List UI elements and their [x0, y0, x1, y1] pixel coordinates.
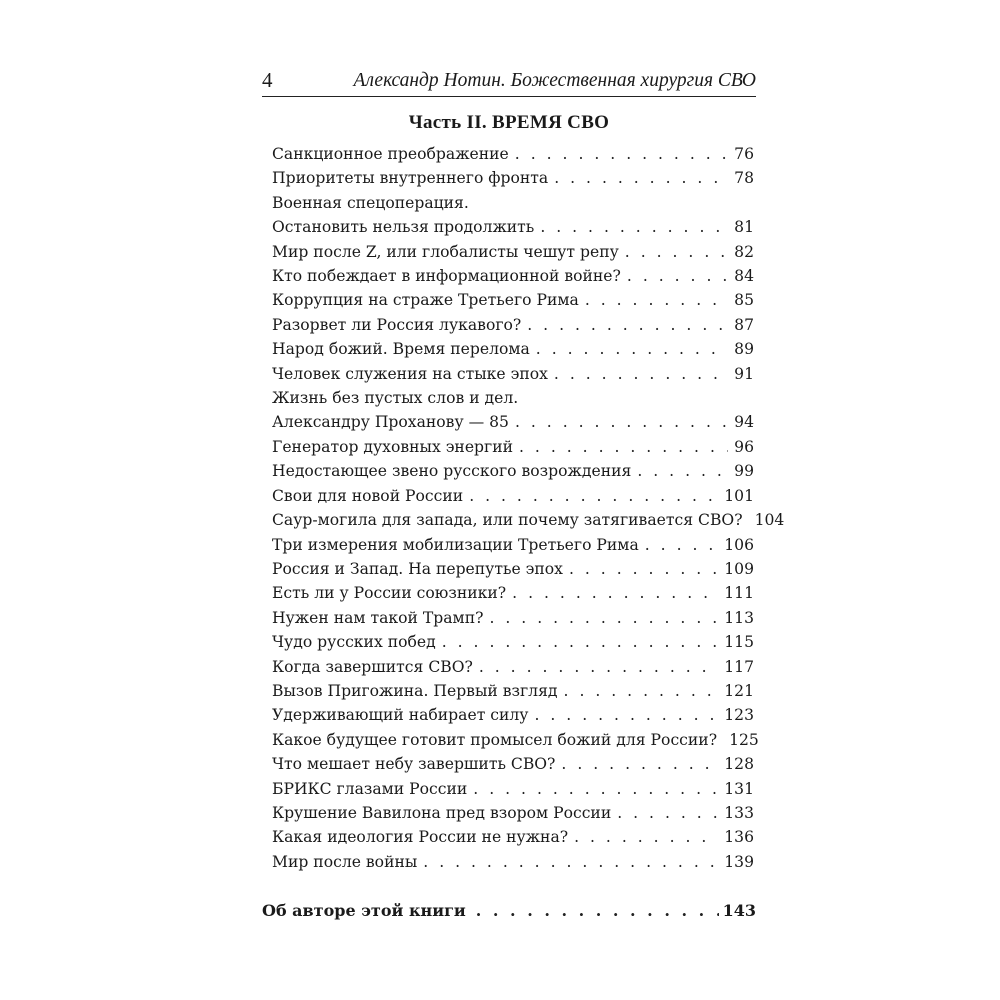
toc-line [272, 142, 754, 166]
toc-line [272, 240, 754, 264]
toc-entry-title-line1: Военная спецоперация. [272, 193, 469, 212]
toc-entry-title: Остановить нельзя продолжить [272, 218, 535, 237]
toc-entry-page: 76 [734, 145, 754, 163]
running-head [262, 60, 756, 97]
toc-entry-page: 106 [724, 535, 754, 554]
toc-entry [272, 337, 754, 361]
toc-entry [272, 508, 785, 532]
toc-line [272, 630, 754, 654]
toc-entry [272, 850, 754, 874]
toc-entry-page: 136 [724, 828, 754, 847]
toc-entry-title: Есть ли у России союзники? [272, 584, 507, 603]
toc-entry [272, 459, 754, 483]
toc-entry-page: 143 [722, 901, 756, 920]
toc-entry [272, 191, 754, 240]
toc-entry [272, 777, 754, 801]
dot-leader [476, 901, 719, 920]
toc-line [272, 557, 754, 581]
toc-entry-about-author [262, 901, 756, 920]
dot-leader [617, 801, 718, 825]
toc-entry-page: 113 [724, 608, 754, 627]
toc-entry [272, 166, 754, 190]
dot-leader [585, 288, 728, 312]
toc-line [272, 166, 754, 190]
dot-leader [512, 581, 718, 605]
toc-entry-title: Вызов Пригожина. Первый взгляд [272, 681, 558, 700]
toc-entry-title: Разорвет ли Россия лукавого? [272, 315, 522, 334]
toc-entry-page: 82 [734, 242, 754, 261]
toc-entry [272, 142, 754, 166]
book-page [262, 60, 785, 940]
toc-entry-title: Санкционное преображение [272, 145, 509, 163]
table-of-contents [272, 142, 785, 874]
dot-leader [534, 703, 718, 727]
toc-entry [272, 386, 754, 435]
dot-leader [423, 850, 718, 874]
toc-entry-title: Три измерения мобилизации Третьего Рима [272, 535, 639, 554]
toc-line [272, 850, 754, 874]
toc-entry-page: 109 [724, 559, 754, 578]
dot-leader [574, 825, 718, 849]
toc-entry-page: 94 [734, 413, 754, 432]
toc-entry-page: 84 [734, 267, 754, 286]
toc-entry [272, 362, 754, 386]
toc-entry [272, 825, 754, 849]
toc-entry-page: 111 [724, 584, 754, 603]
toc-entry [272, 533, 754, 557]
toc-entry-page: 121 [724, 681, 754, 700]
toc-entry-title: Удерживающий набирает силу [272, 706, 529, 725]
toc-entry-title: Когда завершится СВО? [272, 657, 473, 676]
toc-line [272, 777, 754, 801]
toc-line [272, 337, 754, 361]
toc-line [272, 459, 754, 483]
toc-entry [272, 679, 754, 703]
toc-entry [272, 655, 754, 679]
toc-entry-title: Какое будущее готовит промысел божий для России? [272, 730, 718, 749]
dot-leader [540, 215, 728, 239]
toc-line [272, 435, 754, 459]
toc-entry-title: Об авторе этой книги [262, 901, 466, 920]
toc-entry-title: Кто побеждает в информационной войне? [272, 267, 621, 286]
toc-entry [272, 801, 754, 825]
toc-entry-page: 101 [724, 486, 754, 505]
toc-line [272, 410, 754, 434]
dot-leader [554, 362, 728, 386]
toc-entry-title: Чудо русских побед [272, 633, 436, 652]
toc-line [272, 264, 754, 288]
toc-line [272, 825, 754, 849]
toc-entry-title: Что мешает небу завершить СВО? [272, 755, 556, 774]
dot-leader [637, 459, 728, 483]
toc-entry-page: 87 [734, 315, 754, 334]
dot-leader [564, 679, 719, 703]
toc-entry-title: Александру Проханову — 85 [272, 413, 509, 432]
dot-leader [442, 630, 719, 654]
toc-entry [272, 288, 754, 312]
toc-line [272, 679, 754, 703]
toc-line [272, 703, 754, 727]
toc-line [272, 484, 754, 508]
dot-leader [527, 313, 728, 337]
toc-line [272, 581, 754, 605]
toc-entry-page: 128 [724, 755, 754, 774]
toc-entry [272, 606, 754, 630]
dot-leader [625, 240, 728, 264]
toc-entry-page: 131 [724, 779, 754, 798]
dot-leader [489, 606, 718, 630]
toc-line [272, 752, 754, 776]
toc-entry-page: 139 [724, 852, 754, 871]
toc-entry-page: 99 [734, 462, 754, 481]
toc-entry-title: Россия и Запад. На перепутье эпох [272, 559, 563, 578]
toc-entry [272, 435, 754, 459]
toc-entry-page: 85 [734, 291, 754, 310]
toc-entry [272, 313, 754, 337]
toc-entry-page: 115 [724, 633, 754, 652]
toc-entry-title: Мир после войны [272, 852, 418, 871]
toc-line [272, 655, 754, 679]
toc-entry [272, 557, 754, 581]
dot-leader [569, 557, 718, 581]
toc-line [272, 606, 754, 630]
dot-leader [469, 484, 718, 508]
dot-leader [536, 337, 728, 361]
toc-entry-page: 104 [754, 511, 785, 530]
toc-entry-title-line1: Жизнь без пустых слов и дел. [272, 389, 519, 408]
toc-entry-page: 133 [724, 803, 754, 822]
toc-line [272, 801, 754, 825]
toc-entry [272, 240, 754, 264]
toc-entry-page: 81 [734, 218, 754, 237]
toc-line [272, 508, 785, 532]
toc-entry [272, 752, 754, 776]
dot-leader [515, 410, 728, 434]
running-title: Александр Нотин. Божественная хирургия СВО [353, 70, 756, 91]
toc-line [272, 313, 754, 337]
toc-entry-title: Приоритеты внутреннего фронта [272, 169, 549, 188]
dot-leader [627, 264, 728, 288]
toc-entry-title: Крушение Вавилона пред взором России [272, 803, 612, 822]
dot-leader [645, 533, 718, 557]
toc-entry [272, 630, 754, 654]
toc-entry [272, 581, 754, 605]
toc-entry [272, 703, 754, 727]
dot-leader [515, 142, 728, 166]
toc-line [272, 215, 754, 239]
toc-entry-title: Мир после Z, или глобалисты чешут репу [272, 242, 619, 261]
toc-entry-page: 123 [724, 706, 754, 725]
toc-entry-page: 78 [734, 169, 754, 188]
toc-entry-title: Народ божий. Время перелома [272, 340, 530, 359]
toc-entry [272, 728, 759, 752]
dot-leader [554, 166, 728, 190]
dot-leader [479, 655, 718, 679]
toc-entry-page: 91 [734, 364, 754, 383]
toc-entry-page: 117 [724, 657, 754, 676]
toc-entry-title: Человек служения на стыке эпох [272, 364, 548, 383]
toc-line [272, 728, 759, 752]
toc-line [272, 533, 754, 557]
toc-entry-title: Свои для новой России [272, 486, 464, 505]
toc-entry-title: Какая идеология России не нужна? [272, 828, 569, 847]
toc-entry-title: Недостающее звено русского возрождения [272, 462, 632, 481]
page-number: 4 [262, 68, 273, 92]
dot-leader [519, 435, 728, 459]
toc-entry [272, 484, 754, 508]
dot-leader [561, 752, 718, 776]
toc-entry-page: 89 [734, 340, 754, 359]
toc-entry-page: 125 [729, 730, 759, 749]
dot-leader [473, 777, 718, 801]
toc-line [272, 362, 754, 386]
toc-entry-title: Саур-могила для запада, или почему затягивается СВО? [272, 511, 743, 530]
toc-entry-page: 96 [734, 437, 754, 456]
toc-entry-title: БРИКС глазами России [272, 779, 468, 798]
part-heading: Часть II. ВРЕМЯ СВО [408, 112, 610, 133]
toc-entry [272, 264, 754, 288]
toc-line [272, 288, 754, 312]
toc-entry-title: Генератор духовных энергий [272, 437, 513, 456]
toc-entry-title: Нужен нам такой Трамп? [272, 608, 484, 627]
toc-entry-title: Коррупция на страже Третьего Рима [272, 291, 579, 310]
